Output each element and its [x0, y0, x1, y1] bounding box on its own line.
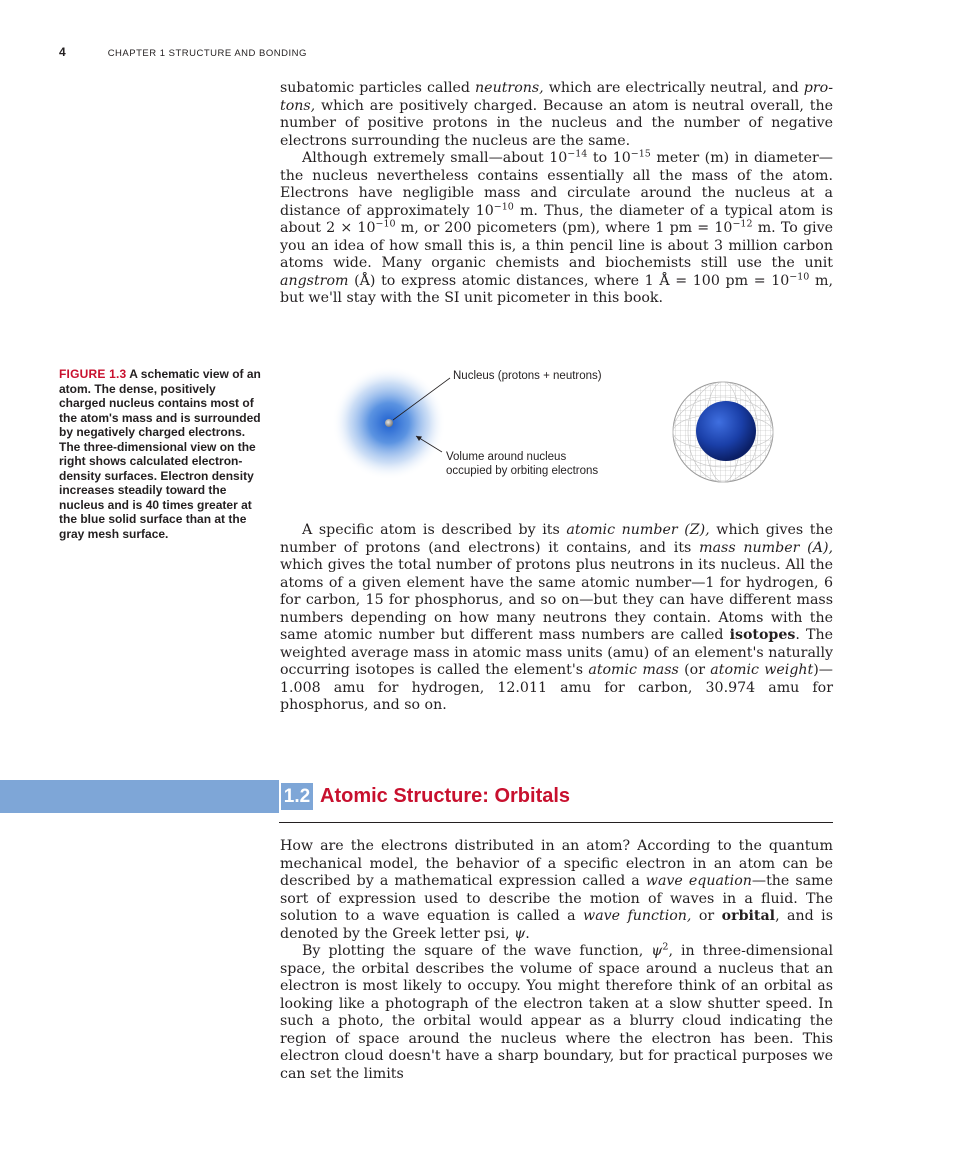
text-run: m. To give you an idea of how small this is, a thin pencil line is about 3 million carbon atoms wide. Many organic chemists and biochemists still use the unit	[280, 220, 833, 271]
figure-caption	[59, 367, 262, 541]
text-run: m, but we'll stay with the SI unit picometer in this book.	[280, 272, 833, 306]
text-run: A specific atom is described by its	[302, 522, 567, 538]
text-run: which are electrically neutral, and	[543, 80, 804, 96]
text-run: pro-tons,	[280, 80, 833, 114]
text-run: Although extremely small—about 10	[302, 150, 568, 166]
section-number: 1.2	[281, 783, 313, 810]
text-run: How are the electrons distributed in an atom? According to the quantum mechanical model, the behavior of a specific electron in an atom can be described by a mathematical expression called a	[280, 838, 833, 889]
text-run: −10	[789, 270, 810, 282]
text-run: −15	[630, 148, 651, 160]
text-run: mass number (A),	[699, 539, 833, 556]
figure-1-3	[280, 360, 840, 510]
text-run: m, or 200 picometers (pm), where 1 pm = 10	[395, 220, 733, 236]
paragraph-3	[280, 522, 833, 715]
page-number: 4	[59, 45, 66, 59]
running-head	[59, 45, 307, 59]
paragraph-2	[280, 150, 833, 308]
text-run: −12	[732, 218, 753, 230]
paragraph-5	[280, 943, 833, 1083]
bottom-text-block	[280, 838, 833, 1083]
text-run: atomic number (Z),	[566, 522, 710, 538]
text-run: to 10	[587, 150, 631, 166]
text-run: 2	[662, 941, 669, 953]
text-run: atomic mass	[588, 662, 679, 678]
text-run: or	[691, 908, 722, 924]
text-run: m. Thus, the diameter of a typical atom is about 2 × 10	[280, 202, 833, 236]
text-run: meter (m) in diameter—the nucleus nevertheless contains essentially all the mass of the atom. Electrons have negligible mass and circulate around the nucleus at a distance of approximately 10	[280, 150, 833, 219]
text-run: , and is denoted by the Greek letter psi,	[280, 908, 833, 942]
text-run: . The weighted average mass in atomic mass units (amu) of an element's naturally occurring isotopes is called the element's	[280, 627, 833, 678]
text-run: which gives the number of protons (and electrons) it contains, and its	[280, 522, 833, 556]
nucleus-dot	[385, 419, 393, 427]
text-run: ψ	[651, 943, 663, 959]
text-run: isotopes	[729, 627, 796, 643]
section-rule	[279, 822, 833, 823]
text-run: .	[525, 925, 530, 942]
top-text-block	[280, 80, 833, 308]
text-run: orbital	[721, 908, 776, 924]
chapter-title: CHAPTER 1 STRUCTURE AND BONDING	[107, 48, 307, 59]
text-run: )—1.008 amu for hydrogen, 12.011 amu for carbon, 30.974 amu for phosphorus, and so on.	[280, 662, 833, 713]
text-run: neutrons,	[475, 80, 544, 96]
text-run: wave function,	[583, 908, 692, 924]
text-run: —the same sort of expression used to describe the motion of waves in a fluid. The solution to a wave equation is called a	[280, 873, 833, 924]
section-bar	[0, 780, 279, 813]
text-run: which are positively charged. Because an atom is neutral overall, the number of positive protons in the nucleus and the number of negative electrons surrounding the nucleus are the same.	[280, 97, 833, 149]
paragraph-4	[280, 838, 833, 943]
text-run: , in three-dimensional space, the orbital describes the volume of space around a nucleus that an electron is most likely to occupy. You might therefore think of an orbital as looking like a photograph of the electron taken at a slow shutter speed. In such a photo, the orbital would appear as a blurry cloud indicating the region of space around the nucleus where the electron has been. This electron cloud doesn't have a sharp boundary, but for practical purposes we can set the limits	[280, 943, 833, 1082]
text-run: By plotting the square of the wave function,	[302, 943, 652, 959]
section-title: Atomic Structure: Orbitals	[320, 785, 571, 807]
text-run: wave equation	[645, 873, 752, 889]
text-run: atomic weight	[710, 662, 814, 678]
text-run: (Å) to express atomic distances, where 1 Å = 100 pm = 10	[348, 272, 790, 289]
paragraph-1	[280, 80, 833, 150]
text-run: subatomic particles called	[280, 80, 476, 96]
solid-surface	[696, 401, 756, 461]
text-run: ψ	[514, 925, 526, 942]
text-run: −10	[375, 218, 396, 230]
text-run: −10	[493, 200, 514, 212]
label-volume-line-1: Volume around nucleus	[446, 451, 567, 463]
figure-caption-text: A schematic view of an atom. The dense, positively charged nucleus contains most of the atom's mass and is surrounded by negatively charged electrons. The three-dimensional view on the right shows calculated electron-density surfaces. Electron density increases steadily toward the nucleus and is 40 times greater at the blue solid surface than at the gray mesh surface.	[59, 367, 261, 541]
label-volume-line-2: occupied by orbiting electrons	[446, 465, 599, 477]
text-run: (or	[678, 662, 711, 678]
figure-label: FIGURE 1.3	[59, 367, 127, 381]
label-nucleus: Nucleus (protons + neutrons)	[453, 370, 602, 382]
middle-text-block	[280, 522, 833, 715]
text-run: −14	[567, 148, 588, 160]
text-run: which gives the total number of protons plus neutrons in its nucleus. All the atoms of a given element have the same atomic number—1 for hydrogen, 6 for carbon, 15 for phosphorus, and so on—but they can have different mass numbers depending on how many neutrons they contain. Atoms with the same atomic number but different mass numbers are called	[280, 557, 833, 643]
text-run: angstrom	[280, 272, 349, 289]
